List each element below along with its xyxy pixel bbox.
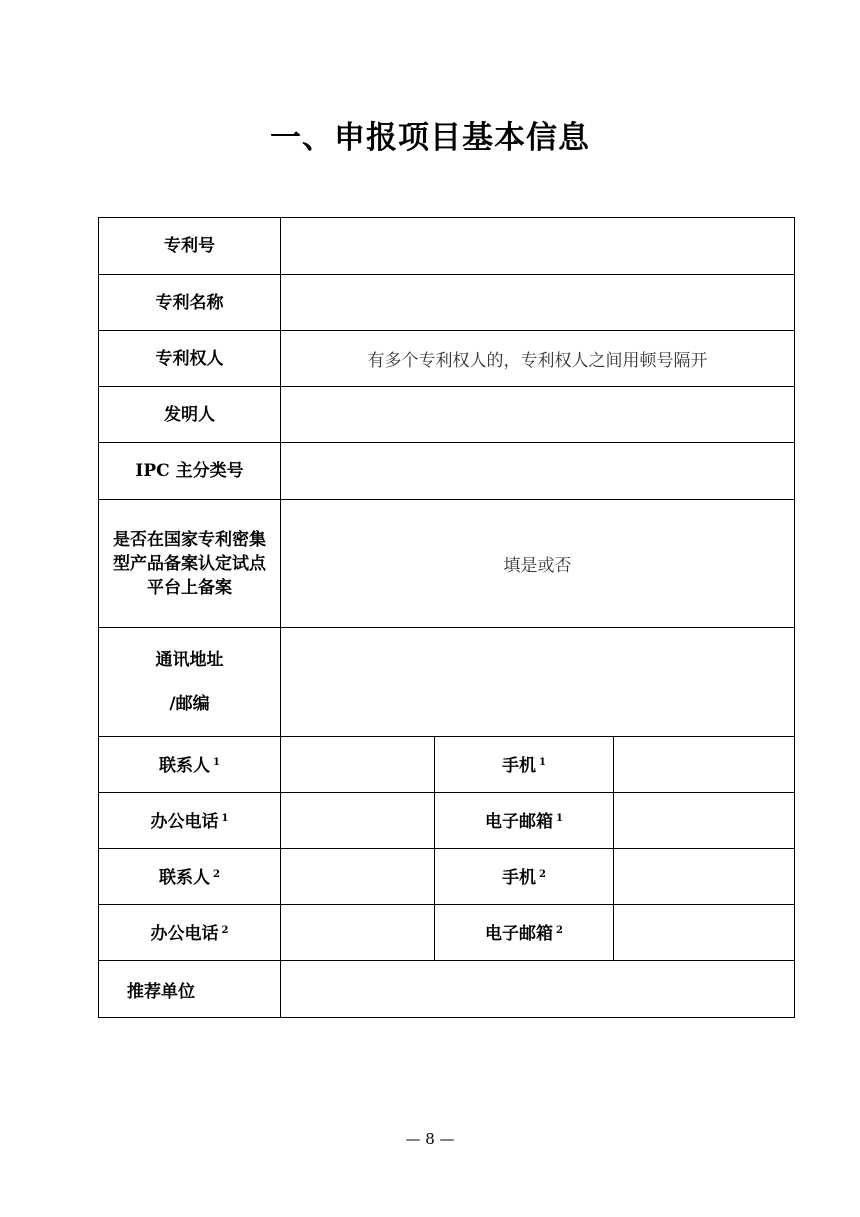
- phone2-field[interactable]: [281, 905, 435, 961]
- row-inventor: [99, 387, 795, 443]
- phone2-label: 办公电话 $^2$: [99, 905, 281, 961]
- ipc-label: IPC 主分类号: [99, 443, 281, 500]
- address-field[interactable]: [281, 628, 795, 737]
- contact1-label: 联系人 $^1$: [99, 737, 281, 793]
- recommender-field[interactable]: [281, 961, 795, 1018]
- row-patent-name: [99, 275, 795, 331]
- page-number: — 8 —: [405, 1130, 455, 1148]
- mobile2-field[interactable]: [614, 849, 795, 905]
- row-phone2: [99, 905, 795, 961]
- row-recommender: [99, 961, 795, 1018]
- mobile1-label: 手机 $^1$: [435, 737, 614, 793]
- contact2-label: 联系人 $^2$: [99, 849, 281, 905]
- patent-no-label: 专利号: [99, 218, 281, 275]
- row-ipc: [99, 443, 795, 500]
- email2-field[interactable]: [614, 905, 795, 961]
- address-label-line2: /邮编: [169, 694, 210, 714]
- address-label-line1: 通讯地址: [155, 650, 224, 670]
- page-title: 一、申报项目基本信息: [270, 120, 590, 156]
- patent-no-field[interactable]: [281, 218, 795, 275]
- patentee-field[interactable]: 有多个专利权人的，专利权人之间用顿号隔开: [281, 331, 795, 387]
- patent-name-label: 专利名称: [99, 275, 281, 331]
- row-phone1: [99, 793, 795, 849]
- patent-name-field[interactable]: [281, 275, 795, 331]
- application-info-table: [98, 217, 795, 1018]
- contact2-field[interactable]: [281, 849, 435, 905]
- filing-field[interactable]: 填是或否: [281, 500, 795, 628]
- phone1-field[interactable]: [281, 793, 435, 849]
- inventor-label: 发明人: [99, 387, 281, 443]
- mobile2-label: 手机 $^2$: [435, 849, 614, 905]
- email2-label: 电子邮箱 $^2$: [435, 905, 614, 961]
- row-filing: [99, 500, 795, 628]
- address-label: [99, 628, 281, 737]
- email1-field[interactable]: [614, 793, 795, 849]
- contact1-field[interactable]: [281, 737, 435, 793]
- recommender-label: 推荐单位: [99, 961, 281, 1018]
- row-contact1: [99, 737, 795, 793]
- inventor-field[interactable]: [281, 387, 795, 443]
- row-patentee: [99, 331, 795, 387]
- row-address: [99, 628, 795, 737]
- row-patent-no: [99, 218, 795, 275]
- ipc-field[interactable]: [281, 443, 795, 500]
- filing-label: 是否在国家专利密集型产品备案认定试点平台上备案: [99, 500, 281, 628]
- mobile1-field[interactable]: [614, 737, 795, 793]
- phone1-label: 办公电话 $^1$: [99, 793, 281, 849]
- row-contact2: [99, 849, 795, 905]
- email1-label: 电子邮箱 $^1$: [435, 793, 614, 849]
- patentee-label: 专利权人: [99, 331, 281, 387]
